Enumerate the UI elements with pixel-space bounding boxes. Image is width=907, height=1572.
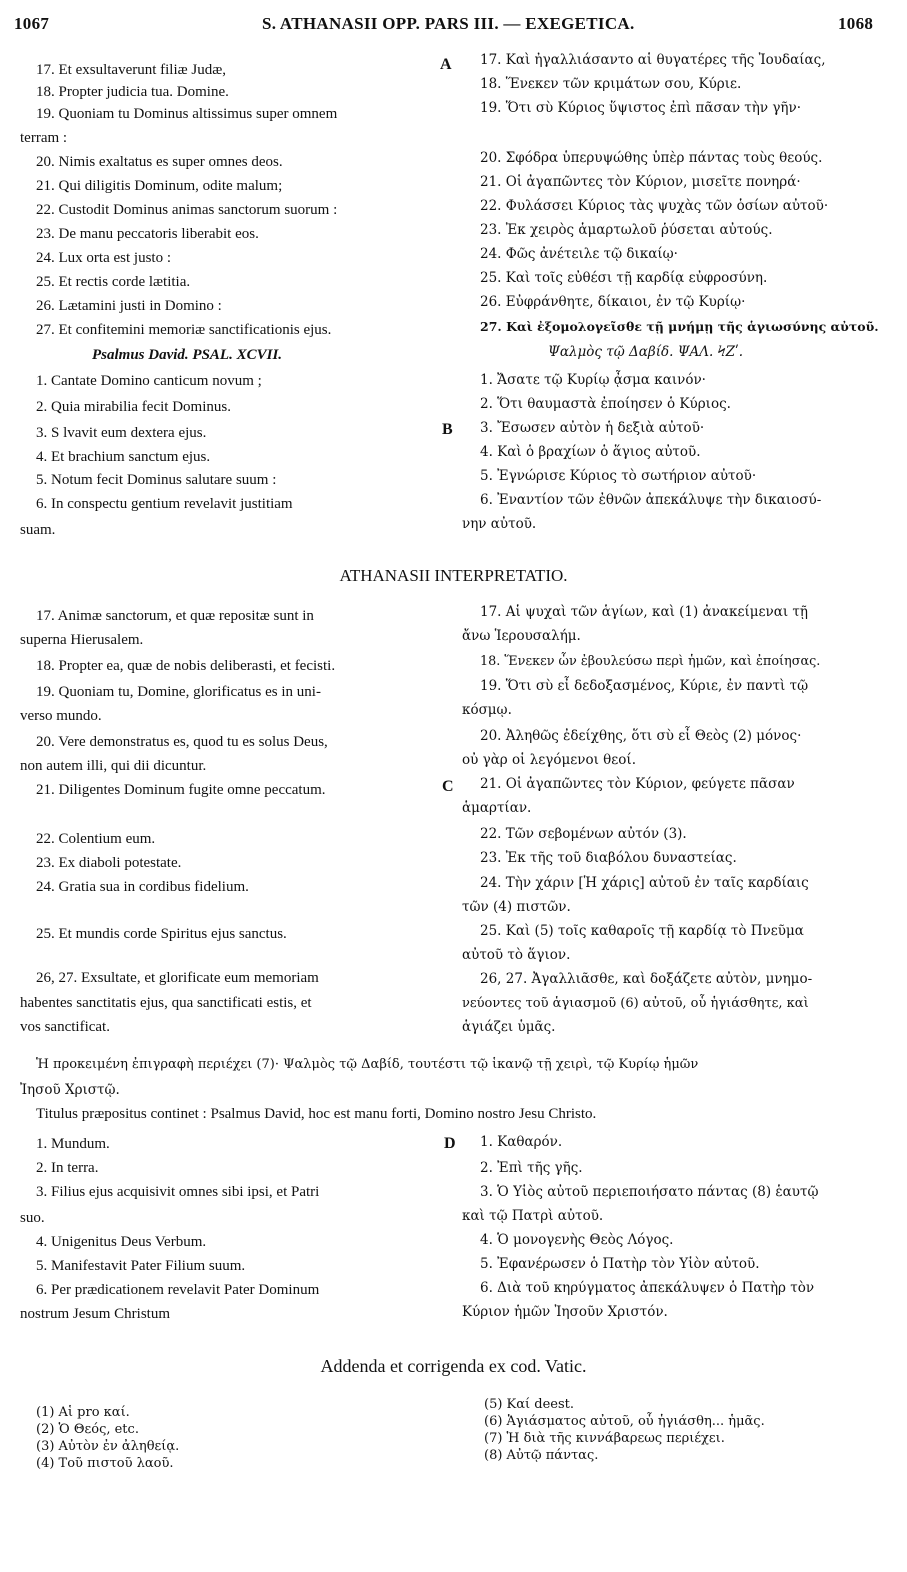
addenda-item: (5) Καί deest. [484,1397,575,1412]
addenda-item: (4) Τοῦ πιστοῦ λαοῦ. [36,1456,174,1471]
interp-greek-line: αὐτοῦ τὸ ἅγιον. [462,947,571,963]
interp-greek-line: 21. Οἱ ἀγαπῶντες τὸν Κύριον, φεύγετε πᾶσαν [480,776,795,792]
interp-greek-line: κόσμῳ. [462,702,512,718]
notes-latin-line: 5. Manifestavit Pater Filium suum. [36,1258,246,1274]
psalm-greek-line: 26. Εὐφράνθητε, δίκαιοι, ἐν τῷ Κυρίῳ· [480,294,746,310]
interp-latin-line: 19. Quoniam tu, Domine, glorificatus es in uni- [36,684,321,700]
addenda-item: (3) Αὐτὸν ἐν ἀληθείᾳ. [36,1439,180,1454]
psalm-greek-line: 5. Ἐγνώρισε Κύριος τὸ σωτήριον αὐτοῦ· [480,468,757,484]
margin-marker-c: C [442,778,454,795]
interp-greek-line: 20. Ἀληθῶς ἐδείχθης, ὅτι σὺ εἶ Θεὸς (2) μόνος· [480,728,802,744]
title-latin-line: Titulus præpositus continet : Psalmus David, hoc est manu forti, Domino nostro Jesu Christo. [36,1106,597,1122]
addenda-title: Addenda et corrigenda ex cod. Vatic. [320,1356,587,1376]
addenda-item: (2) Ὁ Θεός, etc. [36,1422,139,1437]
psalm-greek-line: 18. Ἕνεκεν τῶν κριμάτων σου, Κύριε. [480,76,742,92]
psalm-latin-line: 19. Quoniam tu Dominus altissimus super omnem [36,106,338,122]
psalm-latin-line: 2. Quia mirabilia fecit Dominus. [36,399,231,415]
margin-marker-b: B [442,421,453,438]
interp-latin-line: 18. Propter ea, quæ de nobis deliberasti, et fecisti. [36,658,336,674]
notes-latin-line: 4. Unigenitus Deus Verbum. [36,1234,207,1250]
psalm-latin-line: 27. Et confitemini memoriæ sanctificationis ejus. [36,322,332,338]
psalm-latin-line: 24. Lux orta est justo : [36,250,171,266]
psalm-greek-line: νην αὐτοῦ. [462,516,537,532]
psalm-latin-line: suam. [20,522,56,538]
interp-greek-line: 25. Καὶ (5) τοῖς καθαροῖς τῇ καρδίᾳ τὸ Πνεῦμα [480,923,804,939]
psalm-greek-line: 20. Σφόδρα ὑπερυψώθης ὑπὲρ πάντας τοὺς θεούς. [480,150,823,166]
page-number-left: 1067 [14,14,50,33]
running-title: S. ATHANASII OPP. PARS III. — EXEGETICA. [262,14,635,33]
interp-latin-line: 23. Ex diaboli potestate. [36,855,182,871]
notes-latin-line: 6. Per prædicationem revelavit Pater Dominum [36,1282,320,1298]
interp-greek-line: τῶν (4) πιστῶν. [462,899,571,915]
interp-greek-line: 23. Ἐκ τῆς τοῦ διαβόλου δυναστείας. [480,850,737,866]
psalm-latin-line: 5. Notum fecit Dominus salutare suum : [36,472,277,488]
psalm-latin-line: 4. Et brachium sanctum ejus. [36,449,211,465]
notes-greek-line: 2. Ἐπὶ τῆς γῆς. [480,1160,583,1176]
interp-latin-line: vos sanctificat. [20,1019,110,1035]
psalm-greek-line: 3. Ἔσωσεν αὐτὸν ἡ δεξιὰ αὐτοῦ· [480,420,705,436]
psalm-latin-line: 6. In conspectu gentium revelavit justitiam [36,496,293,512]
psalm-greek-line: 6. Ἐναντίον τῶν ἐθνῶν ἀπεκάλυψε τὴν δικαιοσύ- [480,492,822,508]
notes-greek-line: Κύριον ἡμῶν Ἰησοῦν Χριστόν. [462,1304,668,1320]
margin-marker-d: D [444,1135,456,1152]
title-greek-line: Ἰησοῦ Χριστῷ. [20,1082,120,1098]
page-number-right: 1068 [838,14,874,33]
psalm-greek-line: 17. Καὶ ἠγαλλιάσαντο αἱ θυγατέρες τῆς Ἰουδαίας, [480,52,826,68]
section-title: ATHANASII INTERPRETATIO. [339,566,568,585]
addenda-item: (6) Ἁγιάσματος αὐτοῦ, οὗ ἡγιάσθη... ἡμᾶς. [484,1414,765,1429]
interp-latin-line: verso mundo. [20,708,102,724]
interp-greek-line: 19. Ὅτι σὺ εἶ δεδοξασμένος, Κύριε, ἐν παντὶ τῷ [480,678,809,694]
psalm-latin-line: 22. Custodit Dominus animas sanctorum suorum : [36,202,338,218]
notes-latin-line: 1. Mundum. [36,1136,110,1152]
interp-greek-line: ἄνω Ἱερουσαλήμ. [462,628,581,644]
interp-greek-line: νεύοντες τοῦ ἁγιασμοῦ (6) αὐτοῦ, οὗ ἡγιάσθητε, καὶ [462,996,809,1011]
interp-latin-line: superna Hierusalem. [20,632,144,648]
notes-latin-line: nostrum Jesum Christum [20,1306,171,1322]
psalm-latin-line: terram : [20,130,68,146]
psalm-latin-line: 18. Propter judicia tua. Domine. [36,84,229,100]
interp-greek-line: 24. Τὴν χάριν [Ἡ χάρις] αὐτοῦ ἐν ταῖς καρδίαις [480,875,809,891]
psalm-latin-line: 17. Et exsultaverunt filiæ Judæ, [36,62,226,78]
psalm-latin-line: 26. Lætamini justi in Domino : [36,298,222,314]
notes-greek-line: 5. Ἐφανέρωσεν ὁ Πατὴρ τὸν Υἱὸν αὐτοῦ. [480,1256,760,1272]
psalm-latin-line: 1. Cantate Domino canticum novum ; [36,373,262,389]
psalm-greek-line: 24. Φῶς ἀνέτειλε τῷ δικαίῳ· [480,246,678,262]
psalm-greek-line: 1. Ἄσατε τῷ Κυρίῳ ᾆσμα καινόν· [480,372,706,388]
psalm-latin-line: 25. Et rectis corde lætitia. [36,274,191,290]
interp-latin-line: 22. Colentium eum. [36,831,156,847]
interp-greek-line: 17. Αἱ ψυχαὶ τῶν ἁγίων, καὶ (1) ἀνακείμεναι τῇ [480,604,808,620]
psalm-greek-line: 19. Ὅτι σὺ Κύριος ὕψιστος ἐπὶ πᾶσαν τὴν γῆν· [480,100,802,116]
notes-latin-line: suo. [20,1210,45,1226]
psalm-latin-line: 3. S lvavit eum dextera ejus. [36,425,207,441]
interp-greek-line: 18. Ἕνεκεν ὧν ἐβουλεύσω περὶ ἡμῶν, καὶ ἐποίησας. [480,654,821,669]
interp-greek-line: οὐ γὰρ οἱ λεγόμενοι θεοί. [462,752,637,768]
interp-latin-line: habentes sanctitatis ejus, qua sanctificati estis, et [20,995,312,1011]
psalm-greek-line: 25. Καὶ τοῖς εὐθέσι τῇ καρδίᾳ εὐφροσύνη. [480,270,768,286]
title-greek-line: Ἡ προκειμένη ἐπιγραφὴ περιέχει (7)· Ψαλμὸς τῷ Δαβίδ, τουτέστι τῷ ἱκανῷ τῇ χειρὶ, τῷ Κυρίῳ ἡμῶν [36,1057,699,1072]
margin-marker-a: A [440,56,452,73]
interp-greek-line: ἁμαρτίαν. [462,800,532,816]
interp-latin-line: 24. Gratia sua in cordibus fidelium. [36,879,249,895]
psalm-latin-line: 20. Nimis exaltatus es super omnes deos. [36,154,283,170]
psalm-heading-greek: Ψαλμὸς τῷ Δαβίδ. ΨΑΛ. ϞΖʹ. [548,344,744,360]
interp-greek-line: 26, 27. Ἀγαλλιᾶσθε, καὶ δοξάζετε αὐτὸν, μνημο- [480,971,813,987]
interp-latin-line: 21. Diligentes Dominum fugite omne peccatum. [36,782,326,798]
notes-greek-line: 6. Διὰ τοῦ κηρύγματος ἀπεκάλυψεν ὁ Πατὴρ τὸν [480,1280,815,1296]
interp-latin-line: 17. Animæ sanctorum, et quæ repositæ sunt in [36,608,314,624]
psalm-greek-line: 4. Καὶ ὁ βραχίων ὁ ἅγιος αὐτοῦ. [480,444,701,460]
interp-latin-line: 20. Vere demonstratus es, quod tu es solus Deus, [36,734,328,750]
psalm-heading-latin: Psalmus David. PSAL. XCVII. [92,347,283,363]
notes-greek-line: 1. Καθαρόν. [480,1134,563,1150]
interp-greek-line: ἁγιάζει ὑμᾶς. [462,1019,556,1035]
psalm-greek-line: 23. Ἐκ χειρὸς ἁμαρτωλοῦ ῥύσεται αὐτούς. [480,222,773,238]
notes-latin-line: 3. Filius ejus acquisivit omnes sibi ipsi, et Patri [36,1184,320,1200]
psalm-latin-line: 21. Qui diligitis Dominum, odite malum; [36,178,283,194]
psalm-greek-line: 22. Φυλάσσει Κύριος τὰς ψυχὰς τῶν ὁσίων αὐτοῦ· [480,198,829,214]
interp-latin-line: non autem illi, qui dii dicuntur. [20,758,207,774]
notes-greek-line: 4. Ὁ μονογενὴς Θεὸς Λόγος. [480,1232,674,1248]
addenda-item: (1) Αἱ pro καί. [36,1405,130,1420]
interp-latin-line: 25. Et mundis corde Spiritus ejus sanctus. [36,926,287,942]
interp-greek-line: 22. Τῶν σεβομένων αὐτόν (3). [480,826,687,842]
psalm-latin-line: 23. De manu peccatoris liberabit eos. [36,226,259,242]
notes-greek-line: καὶ τῷ Πατρὶ αὐτοῦ. [462,1208,604,1224]
interp-latin-line: 26, 27. Exsultate, et glorificate eum memoriam [36,970,319,986]
notes-greek-line: 3. Ὁ Υἱὸς αὐτοῦ περιεποιήσατο πάντας (8) ἑαυτῷ [480,1184,819,1200]
psalm-greek-line: 2. Ὅτι θαυμαστὰ ἐποίησεν ὁ Κύριος. [480,396,731,412]
addenda-item: (8) Αὐτῷ πάντας. [484,1448,599,1463]
psalm-greek-line: 27. Καὶ ἐξομολογεῖσθε τῇ μνήμῃ τῆς ἁγιωσύνης αὐτοῦ. [480,319,879,334]
psalm-greek-line: 21. Οἱ ἀγαπῶντες τὸν Κύριον, μισεῖτε πονηρά· [480,174,801,190]
notes-latin-line: 2. In terra. [36,1160,99,1176]
addenda-item: (7) Ἡ διὰ τῆς κιννάβαρεως περιέχει. [484,1431,725,1446]
